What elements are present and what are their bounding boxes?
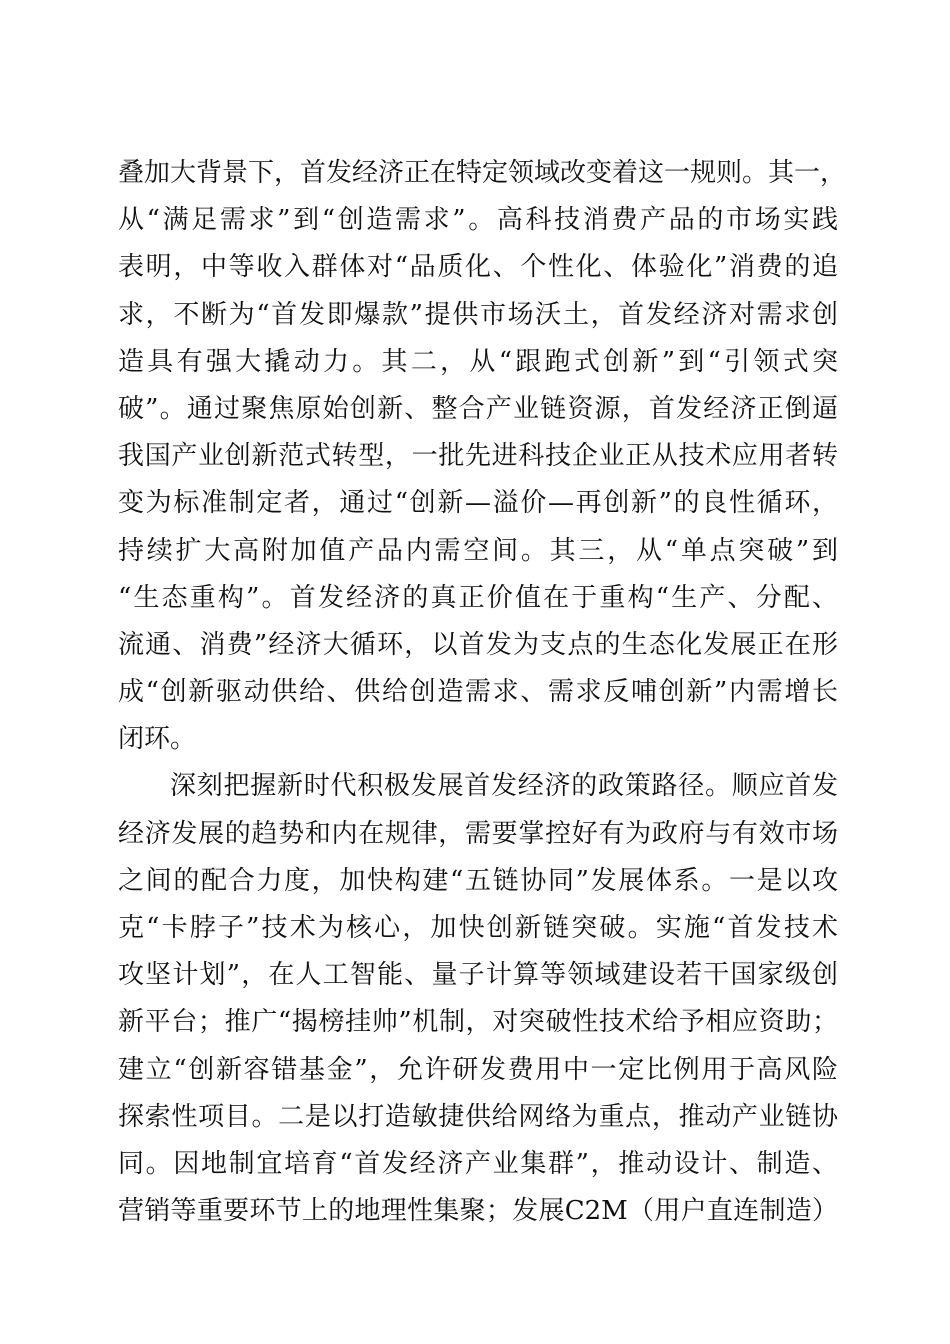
text-line: 变为标准制定者，通过“创新—溢价—再创新”的良性循环， (118, 488, 838, 519)
text-line: 新平台；推广“揭榜挂帅”机制，对突破性技术给予相应资助； (118, 1007, 838, 1038)
text-line: 破”。通过聚焦原始创新、整合产业链资源，首发经济正倒逼 (118, 393, 838, 424)
text-line: 营销等重要环节上的地理性集聚；发展C2M（用户直连制造） (118, 1196, 838, 1227)
text-line: 克“卡脖子”技术为核心，加快创新链突破。实施“首发技术 (118, 913, 838, 943)
text-line: 持续扩大高附加值产品内需空间。其三，从“单点突破”到 (118, 535, 838, 566)
text-line: 探索性项目。二是以打造敏捷供给网络为重点，推动产业链协 (118, 1101, 838, 1132)
text-line: 同。因地制宜培育“首发经济产业集群”，推动设计、制造、 (118, 1148, 838, 1179)
body-text (118, 150, 847, 1235)
text-line: 攻坚计划”，在人工智能、量子计算等领域建设若干国家级创 (118, 960, 838, 991)
text-line: 闭环。 (118, 724, 197, 755)
text-line: “生态重构”。首发经济的真正价值在于重构“生产、分配、 (118, 582, 838, 613)
text-line: 经济发展的趋势和内在规律，需要掌控好有为政府与有效市场 (118, 818, 838, 849)
paragraph-start-line: 深刻把握新时代积极发展首发经济的政策路径。顺应首发 (170, 771, 838, 802)
text-line: 造具有强大撬动力。其二，从“跟跑式创新”到“引领式突 (118, 346, 838, 377)
text-line: 表明，中等收入群体对“品质化、个性化、体验化”消费的追 (118, 252, 838, 283)
text-line: 流通、消费”经济大循环，以首发为支点的生态化发展正在形 (118, 629, 838, 660)
text-line: 求，不断为“首发即爆款”提供市场沃土，首发经济对需求创 (118, 299, 838, 330)
text-line: 我国产业创新范式转型，一批先进科技企业正从技术应用者转 (118, 441, 838, 472)
text-line: 从“满足需求”到“创造需求”。高科技消费产品的市场实践 (118, 205, 838, 236)
text-line: 叠加大背景下，首发经济正在特定领域改变着这一规则。其一， (118, 158, 847, 188)
text-line: 之间的配合力度，加快构建“五链协同”发展体系。一是以攻 (118, 865, 838, 896)
text-line: 建立“创新容错基金”，允许研发费用中一定比例用于高风险 (118, 1054, 838, 1085)
text-line: 成“创新驱动供给、供给创造需求、需求反哺创新”内需增长 (118, 677, 838, 708)
